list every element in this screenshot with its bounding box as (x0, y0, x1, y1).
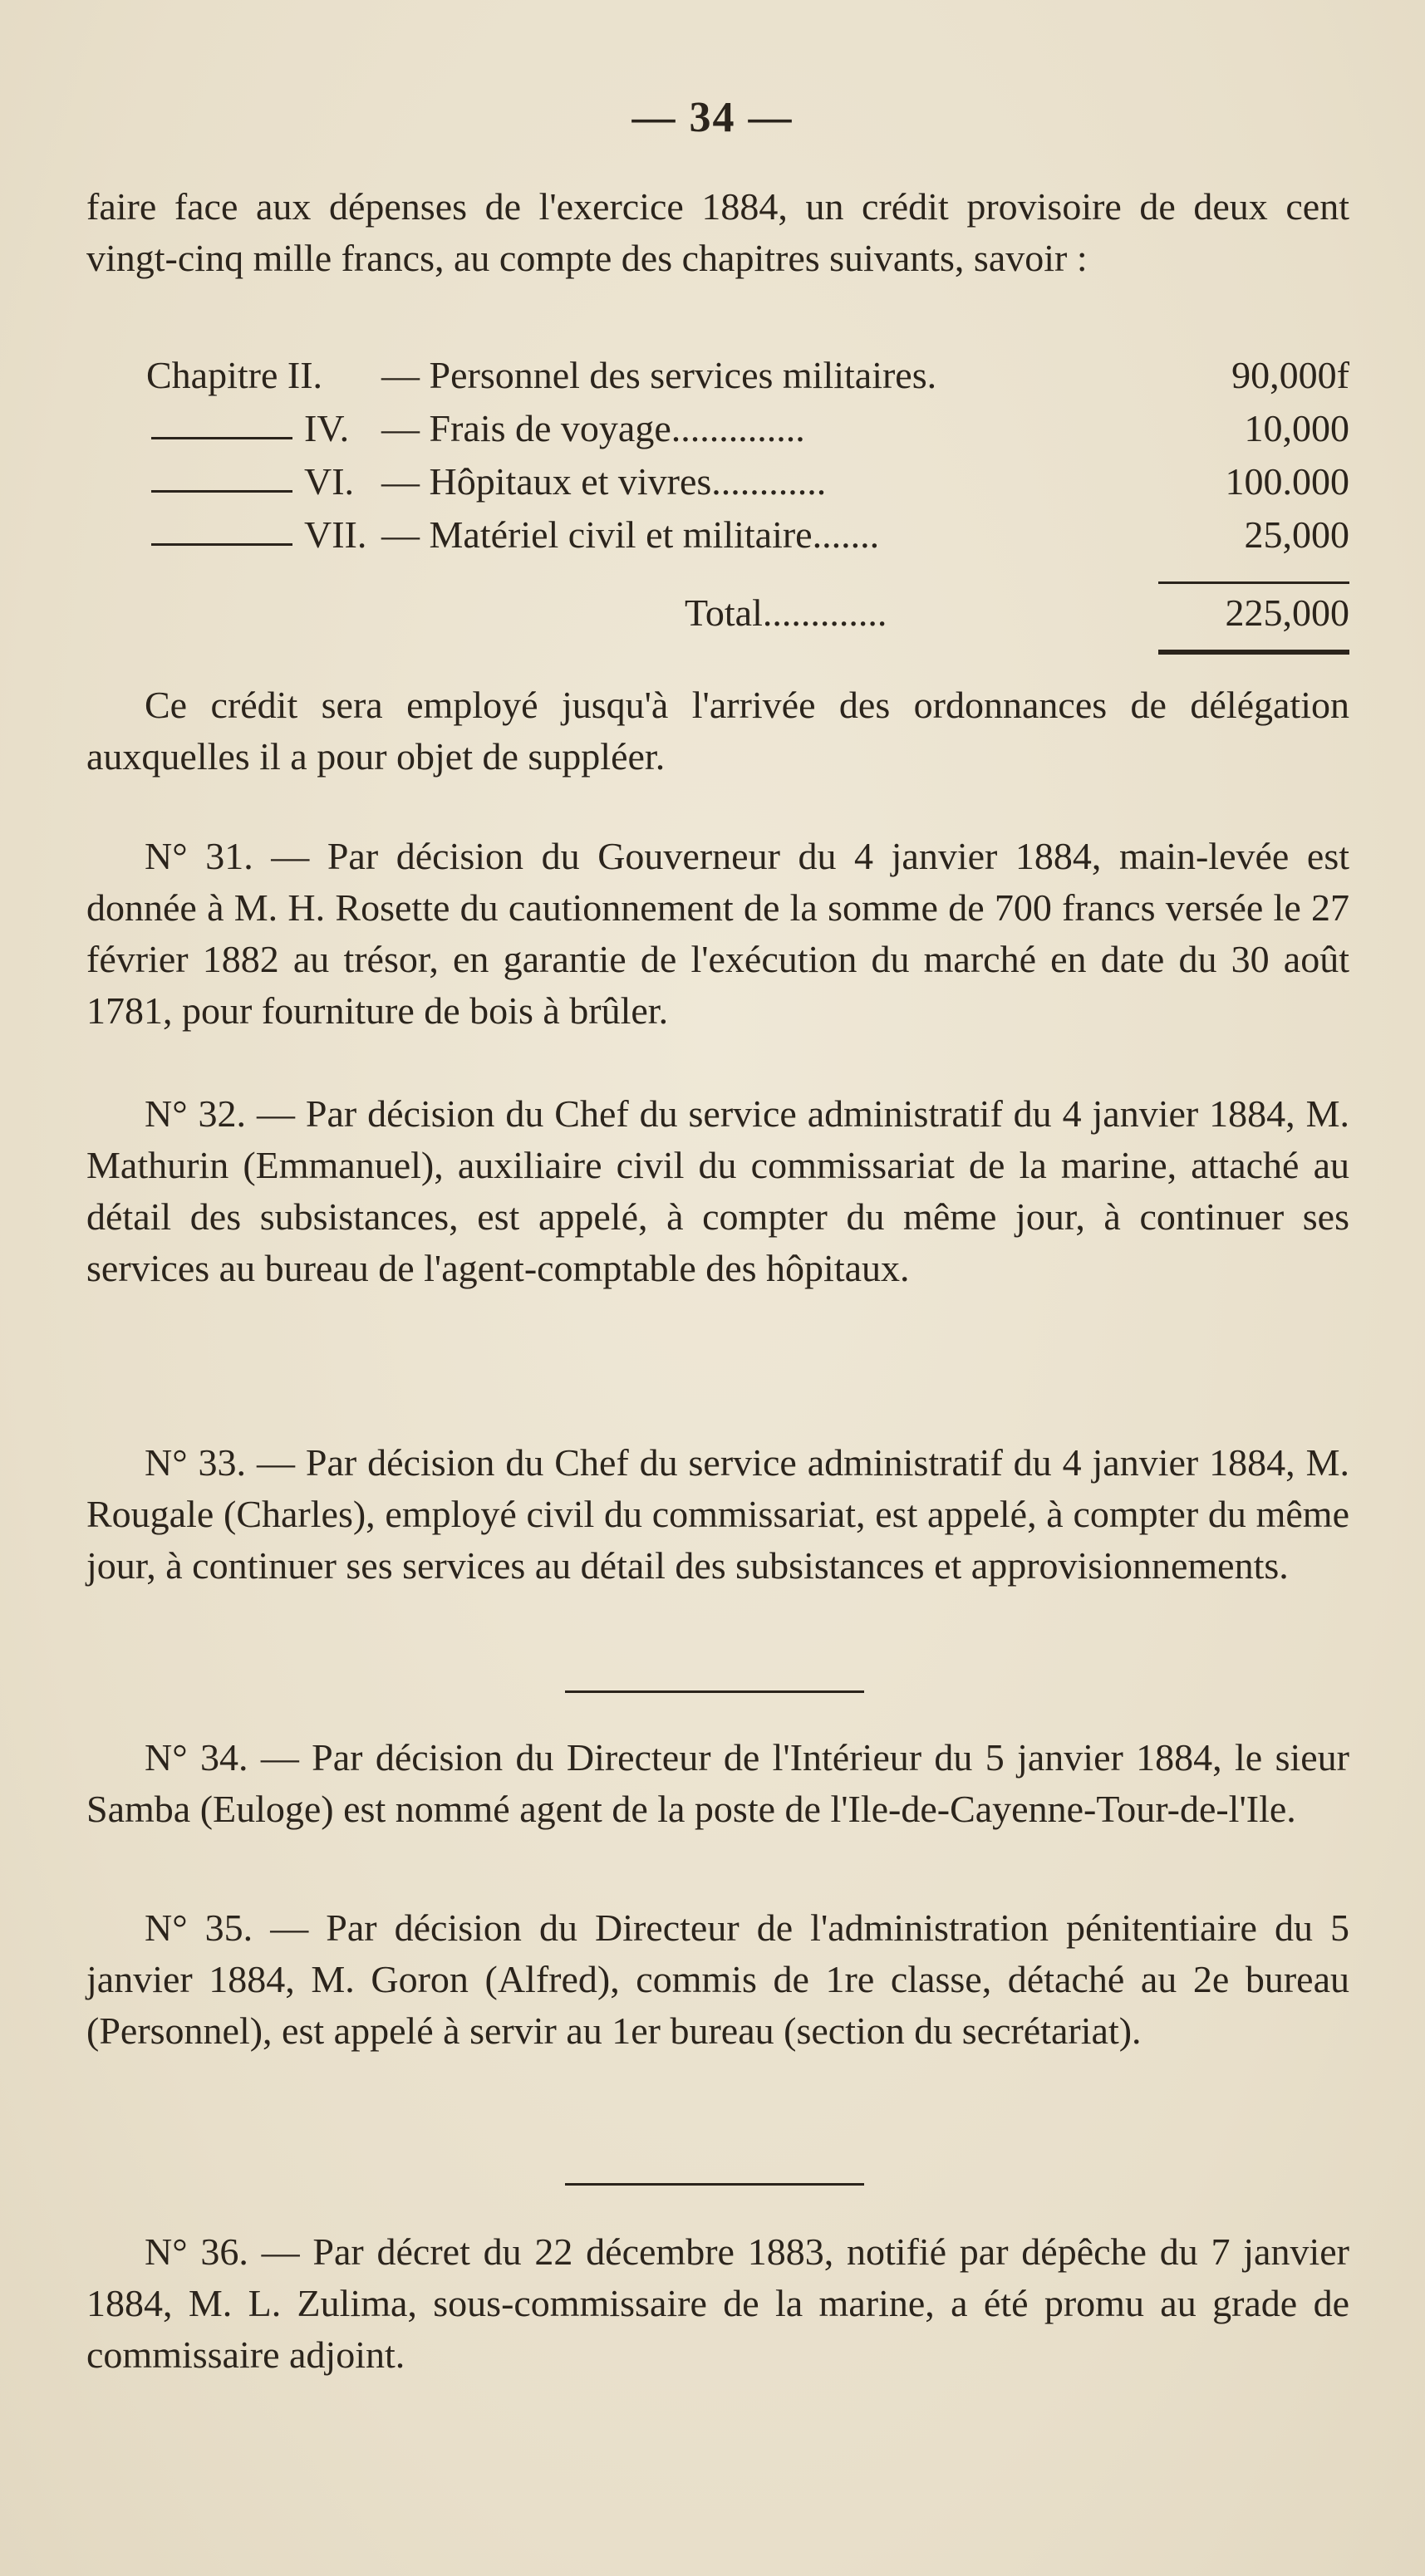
paragraph-text: N° 33. — Par décision du Chef du service administratif du 4 janvier 1884, M. Rougale (Charles), employé civil du commissariat, est appelé, à compter du même jour, à continuer ses services au détail des subsistances et approvisionnements. (86, 1441, 1349, 1587)
paragraph-text: N° 31. — Par décision du Gouverneur du 4 janvier 1884, main-levée est donnée à M. H. Rosette du cautionnement de la somme de 700 francs versée le 27 février 1882 au trésor, en garantie de l'exécution du marché en date du 30 août 1781, pour fourniture de bois à brûler. (86, 835, 1349, 1032)
chapter-numeral: VI. (304, 460, 355, 503)
page-number: — 34 — (631, 94, 794, 141)
ditto-dash (151, 437, 292, 439)
total-amount: 225,000 (1225, 591, 1349, 634)
chapter-title: — Matériel civil et militaire....... (381, 513, 880, 556)
chapter-amount: 25,000 (1244, 513, 1349, 556)
total-rule-bottom (1158, 650, 1349, 655)
paragraph-no31 (86, 831, 1349, 1037)
total-rule-top (1158, 581, 1349, 584)
paragraph-no34 (86, 1732, 1349, 1835)
chapter-title: — Personnel des services militaires. (381, 354, 937, 396)
paragraph-text: N° 35. — Par décision du Directeur de l'administration pénitentiaire du 5 janvier 1884, M. Goron (Alfred), commis de 1re classe, détaché au 2e bureau (Personnel), est appelé à servir au 1er bureau (section du secrétariat). (86, 1906, 1349, 2052)
chapter-title: — Frais de voyage.............. (381, 407, 805, 449)
paragraph-text: Ce crédit sera employé jusqu'à l'arrivée des ordonnances de délégation auxquelles il a pour objet de suppléer. (86, 684, 1349, 778)
paragraph-text: N° 34. — Par décision du Directeur de l'Intérieur du 5 janvier 1884, le sieur Samba (Euloge) est nommé agent de la poste de l'Ile-de-Cayenne-Tour-de-l'Ile. (86, 1736, 1349, 1830)
chapter-amount: 100.000 (1225, 460, 1349, 503)
total-row (86, 586, 1349, 640)
credit-table (86, 349, 1349, 634)
chapter-numeral: VII. (304, 513, 367, 556)
chapter-row (86, 508, 1349, 562)
paragraph-no33 (86, 1437, 1349, 1592)
ditto-dash (151, 543, 292, 546)
chapter-numeral: IV. (304, 407, 350, 449)
total-label: Total............. (685, 591, 887, 634)
chapter-lead: Chapitre II. (146, 354, 323, 396)
section-separator (565, 1690, 864, 1693)
chapter-title: — Hôpitaux et vivres............ (381, 460, 827, 503)
paragraph-no35 (86, 1902, 1349, 2057)
chapter-row (86, 402, 1349, 455)
section-separator (565, 2183, 864, 2186)
paragraph-credit-use (86, 680, 1349, 783)
paragraph-no32 (86, 1088, 1349, 1294)
chapter-amount: 10,000 (1244, 407, 1349, 449)
intro-paragraph: faire face aux dépenses de l'exercice 1884, un crédit provisoire de deux cent vingt-cinq mille francs, au compte des chapitres suivants, savoir : (86, 185, 1349, 279)
paragraph-no36 (86, 2226, 1349, 2381)
chapter-amount: 90,000f (1231, 354, 1349, 396)
chapter-row (86, 349, 1349, 402)
chapter-row (86, 455, 1349, 508)
ditto-dash (151, 490, 292, 493)
paragraph-text: N° 32. — Par décision du Chef du service administratif du 4 janvier 1884, M. Mathurin (Emmanuel), auxiliaire civil du commissariat de la marine, attaché au détail des subsistances, est appelé, à compter du même jour, à continuer ses services au bureau de l'agent-comptable des hôpitaux. (86, 1092, 1349, 1289)
paragraph-text: N° 36. — Par décret du 22 décembre 1883, notifié par dépêche du 7 janvier 1884, M. L. Zulima, sous-commissaire de la marine, a été promu au grade de commissaire adjoint. (86, 2230, 1349, 2376)
